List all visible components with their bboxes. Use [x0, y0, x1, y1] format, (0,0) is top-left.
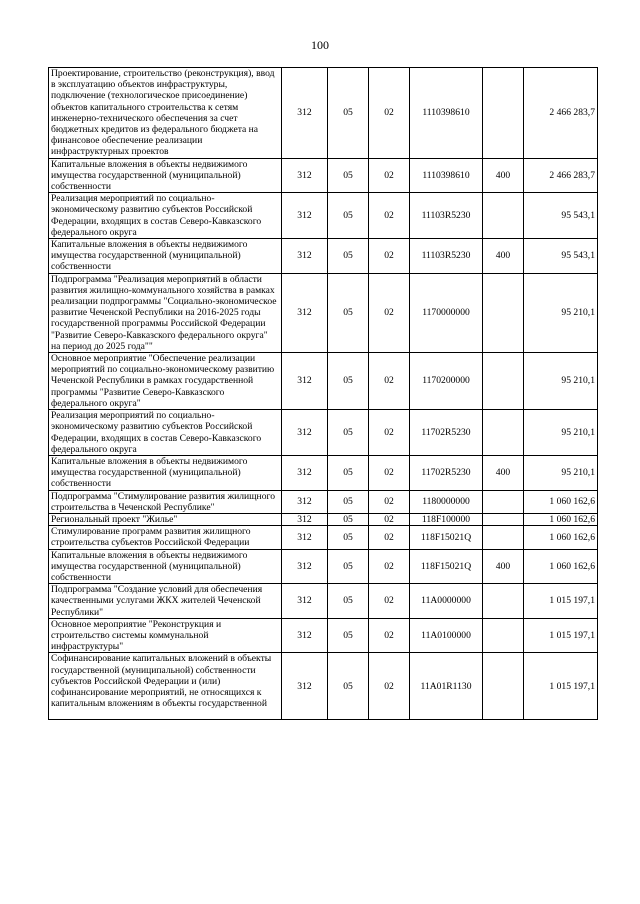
- row-name: Капитальные вложения в объекты недвижимого имущества государственной (муниципальной) собственности: [49, 239, 282, 274]
- page-number: 100: [311, 38, 329, 52]
- expense-type: [483, 513, 524, 525]
- amount: 95 210,1: [524, 410, 598, 456]
- ministry-code: 312: [282, 653, 328, 720]
- amount: 1 060 162,6: [524, 490, 598, 513]
- subsection-code: 02: [369, 68, 410, 159]
- expense-type: [483, 526, 524, 549]
- table-row: [49, 490, 598, 513]
- subsection-code: 02: [369, 584, 410, 619]
- target-article: 11702R5230: [410, 410, 483, 456]
- amount: 2 466 283,7: [524, 68, 598, 159]
- subsection-code: 02: [369, 526, 410, 549]
- section-code: 05: [328, 653, 369, 720]
- amount: 95 210,1: [524, 353, 598, 410]
- section-code: 05: [328, 193, 369, 239]
- expense-type: [483, 273, 524, 352]
- ministry-code: 312: [282, 526, 328, 549]
- expense-type: [483, 584, 524, 619]
- section-code: 05: [328, 273, 369, 352]
- subsection-code: 02: [369, 490, 410, 513]
- expense-type: 400: [483, 158, 524, 193]
- row-name: Капитальные вложения в объекты недвижимого имущества государственной (муниципальной) собственности: [49, 549, 282, 584]
- section-code: 05: [328, 239, 369, 274]
- budget-table: [48, 67, 598, 720]
- subsection-code: 02: [369, 618, 410, 653]
- target-article: 1170000000: [410, 273, 483, 352]
- section-code: 05: [328, 513, 369, 525]
- target-article: 11А0000000: [410, 584, 483, 619]
- row-name: Региональный проект "Жилье": [49, 513, 282, 525]
- ministry-code: 312: [282, 193, 328, 239]
- subsection-code: 02: [369, 410, 410, 456]
- section-code: 05: [328, 618, 369, 653]
- expense-type: [483, 193, 524, 239]
- expense-type: [483, 68, 524, 159]
- subsection-code: 02: [369, 549, 410, 584]
- section-code: 05: [328, 490, 369, 513]
- amount: 1 015 197,1: [524, 618, 598, 653]
- target-article: 118F15021Q: [410, 526, 483, 549]
- table-row: [49, 193, 598, 239]
- ministry-code: 312: [282, 549, 328, 584]
- table-row: [49, 68, 598, 159]
- amount: 1 015 197,1: [524, 653, 598, 720]
- expense-type: 400: [483, 455, 524, 490]
- target-article: 11103R5230: [410, 193, 483, 239]
- expense-type: 400: [483, 239, 524, 274]
- section-code: 05: [328, 410, 369, 456]
- row-name: Подпрограмма "Реализация мероприятий в области развития жилищно-коммунального хозяйства в рамках реализации подпрограммы "Социально-экономическое развитие Чеченской Республики на 2016-2025 годы государственной программы Российской Федерации "Развитие Северо-Кавказского федерального округа" на период до 2025 года"": [49, 273, 282, 352]
- row-name: Основное мероприятие "Обеспечение реализации мероприятий по социально-экономическому развитию Чеченской Республики в рамках государственной программы "Развитие Северо-Кавказского федерального округа": [49, 353, 282, 410]
- table-row: [49, 584, 598, 619]
- target-article: 1180000000: [410, 490, 483, 513]
- ministry-code: 312: [282, 68, 328, 159]
- subsection-code: 02: [369, 239, 410, 274]
- expense-type: [483, 490, 524, 513]
- ministry-code: 312: [282, 239, 328, 274]
- amount: 1 060 162,6: [524, 549, 598, 584]
- section-code: 05: [328, 68, 369, 159]
- row-name: Реализация мероприятий по социально-экономическому развитию субъектов Российской Федерации, входящих в состав Северо-Кавказского федерального округа: [49, 410, 282, 456]
- ministry-code: 312: [282, 490, 328, 513]
- amount: 1 060 162,6: [524, 526, 598, 549]
- row-name: Капитальные вложения в объекты недвижимого имущества государственной (муниципальной) собственности: [49, 455, 282, 490]
- amount: 95 543,1: [524, 193, 598, 239]
- amount: 2 466 283,7: [524, 158, 598, 193]
- ministry-code: 312: [282, 584, 328, 619]
- ministry-code: 312: [282, 158, 328, 193]
- ministry-code: 312: [282, 513, 328, 525]
- amount: 95 210,1: [524, 273, 598, 352]
- section-code: 05: [328, 353, 369, 410]
- target-article: 118F100000: [410, 513, 483, 525]
- target-article: 1110398610: [410, 158, 483, 193]
- row-name: Проектирование, строительство (реконструкция), ввод в эксплуатацию объектов инфраструктуры, подключение (технологическое присоединение) объектов капитального строительства к сетям инженерно-технического обеспечения за счет бюджетных кредитов из федерального бюджета на финансовое обеспечение реализации инфраструктурных проектов: [49, 68, 282, 159]
- target-article: 11А01R1130: [410, 653, 483, 720]
- subsection-code: 02: [369, 513, 410, 525]
- row-name: Основное мероприятие "Реконструкция и строительство системы коммунальной инфраструктуры": [49, 618, 282, 653]
- target-article: 1110398610: [410, 68, 483, 159]
- amount: 1 015 197,1: [524, 584, 598, 619]
- row-name: Стимулирование программ развития жилищного строительства субъектов Российской Федерации: [49, 526, 282, 549]
- row-name: Софинансирование капитальных вложений в объекты государственной (муниципальной) собственности субъектов Российской Федерации и (или) софинансирование мероприятий, не относящихся к капитальным вложениям в объекты государственной: [51, 653, 272, 710]
- table-row: [49, 410, 598, 456]
- table-row: [49, 513, 598, 525]
- expense-type: [483, 353, 524, 410]
- expense-type: [483, 618, 524, 653]
- target-article: 118F15021Q: [410, 549, 483, 584]
- section-code: 05: [328, 455, 369, 490]
- table-row: [49, 549, 598, 584]
- amount: 1 060 162,6: [524, 513, 598, 525]
- ministry-code: 312: [282, 273, 328, 352]
- row-name: Реализация мероприятий по социально-экономическому развитию субъектов Российской Федерации, входящих в состав Северо-Кавказского федерального округа: [49, 193, 282, 239]
- row-name: Подпрограмма "Создание условий для обеспечения качественными услугами ЖКХ жителей Чеченской Республики": [49, 584, 282, 619]
- table-row: [49, 353, 598, 410]
- target-article: 1170200000: [410, 353, 483, 410]
- row-name: Капитальные вложения в объекты недвижимого имущества государственной (муниципальной) собственности: [49, 158, 282, 193]
- expense-type: 400: [483, 549, 524, 584]
- subsection-code: 02: [369, 193, 410, 239]
- target-article: 11103R5230: [410, 239, 483, 274]
- table-row: [49, 526, 598, 549]
- row-name-cell: [49, 653, 282, 720]
- section-code: 05: [328, 158, 369, 193]
- expense-type: [483, 410, 524, 456]
- target-article: 11702R5230: [410, 455, 483, 490]
- section-code: 05: [328, 549, 369, 584]
- table-row: [49, 273, 598, 352]
- subsection-code: 02: [369, 273, 410, 352]
- table-row: [49, 653, 598, 720]
- ministry-code: 312: [282, 353, 328, 410]
- table-row: [49, 239, 598, 274]
- subsection-code: 02: [369, 353, 410, 410]
- ministry-code: 312: [282, 455, 328, 490]
- row-name: Подпрограмма "Стимулирование развития жилищного строительства в Чеченской Республике": [49, 490, 282, 513]
- target-article: 11А0100000: [410, 618, 483, 653]
- subsection-code: 02: [369, 653, 410, 720]
- table-row: [49, 158, 598, 193]
- section-code: 05: [328, 526, 369, 549]
- subsection-code: 02: [369, 455, 410, 490]
- section-code: 05: [328, 584, 369, 619]
- table-row: [49, 618, 598, 653]
- subsection-code: 02: [369, 158, 410, 193]
- amount: 95 210,1: [524, 455, 598, 490]
- table-row: [49, 455, 598, 490]
- expense-type: [483, 653, 524, 720]
- amount: 95 543,1: [524, 239, 598, 274]
- ministry-code: 312: [282, 410, 328, 456]
- ministry-code: 312: [282, 618, 328, 653]
